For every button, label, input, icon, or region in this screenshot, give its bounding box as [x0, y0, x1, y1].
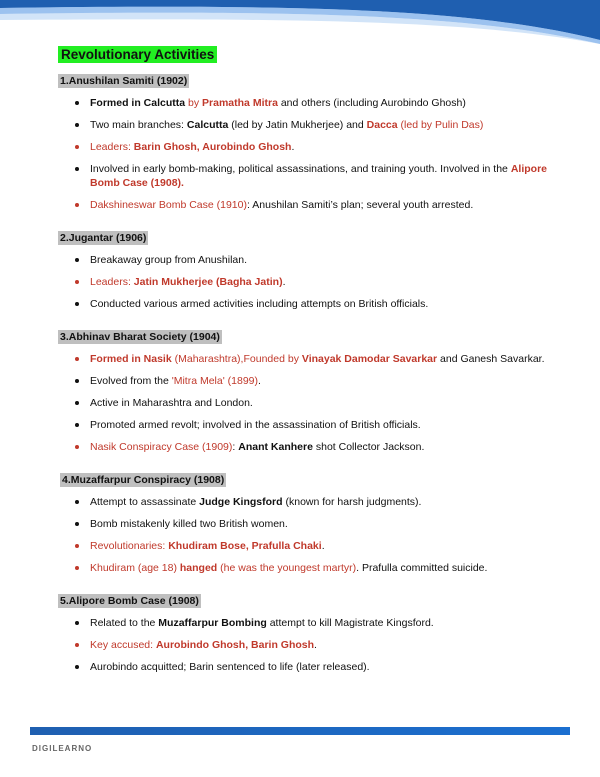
- section-2: [58, 228, 568, 311]
- text-run: and Ganesh Savarkar.: [437, 353, 545, 365]
- text-run: Breakaway group from Anushilan.: [90, 254, 248, 266]
- list-item: [58, 418, 568, 432]
- list-item: [58, 253, 568, 267]
- text-run: Two main branches:: [90, 119, 187, 131]
- text-run: Pramatha Mitra: [202, 97, 278, 109]
- section-heading: 1.Anushilan Samiti (1902): [60, 75, 188, 87]
- bullet-list: [58, 352, 568, 454]
- list-item: [58, 374, 568, 388]
- text-run: .: [258, 375, 261, 387]
- text-run: Jatin Mukherjee (Bagha Jatin): [133, 276, 283, 288]
- text-run: .: [314, 639, 317, 651]
- text-run: Khudiram (age 18): [90, 562, 180, 574]
- text-run: .: [321, 540, 325, 552]
- text-run: Barin Ghosh, Aurobindo Ghosh: [133, 141, 292, 153]
- list-item: [58, 495, 568, 509]
- list-item: [58, 275, 568, 289]
- list-item: [58, 297, 568, 311]
- text-run: :: [232, 441, 239, 453]
- list-item: [58, 352, 568, 366]
- text-run: Involved in early bomb-making, political assassinations, and training youth. Involved in the: [90, 163, 511, 175]
- text-run: attempt to kill Magistrate Kingsford.: [266, 617, 434, 629]
- header-wave-decoration: [0, 0, 600, 44]
- text-run: Dakshineswar Bomb Case (1910): [90, 199, 247, 211]
- text-run: Formed in Nasik: [90, 353, 172, 365]
- text-run: Key accused:: [90, 639, 156, 651]
- text-run: : Anushilan Samiti’s plan; several youth arrested.: [247, 199, 474, 211]
- text-run: (led by Jatin Mukherjee) and: [228, 119, 367, 131]
- footer-brand: DIGILEARNO: [32, 744, 93, 753]
- list-item: [58, 660, 568, 674]
- bullet-list: [58, 253, 568, 311]
- text-run: shot Collector Jackson.: [312, 441, 425, 453]
- section-4: [58, 470, 568, 575]
- text-run: Leaders:: [90, 141, 134, 153]
- page-title: Revolutionary Activities: [58, 46, 217, 63]
- list-item: [58, 162, 568, 190]
- list-item: [58, 96, 568, 110]
- section-heading: 3.Abhinav Bharat Society (1904): [60, 331, 220, 343]
- bullet-list: [58, 96, 568, 212]
- text-run: . Prafulla committed suicide.: [356, 562, 488, 574]
- list-item: [58, 140, 568, 154]
- text-run: Promoted armed revolt; involved in the assassination of British officials.: [90, 419, 421, 431]
- text-run: (known for harsh judgments).: [282, 496, 422, 508]
- list-item: [58, 638, 568, 652]
- section-5: [58, 591, 568, 674]
- text-run: Nasik Conspiracy Case (1909): [90, 441, 233, 453]
- text-run: Conducted various armed activities including attempts on British officials.: [90, 298, 429, 310]
- section-heading: 2.Jugantar (1906): [60, 232, 147, 244]
- document-body: [58, 46, 568, 690]
- bullet-list: [58, 495, 568, 575]
- text-run: by: [185, 97, 203, 109]
- text-run: (he was the youngest martyr): [217, 562, 357, 574]
- list-item: [58, 517, 568, 531]
- text-run: Judge Kingsford: [199, 496, 283, 508]
- list-item: [58, 118, 568, 132]
- section-1: [58, 71, 568, 212]
- text-run: Evolved from the: [90, 375, 172, 387]
- section-heading: 5.Alipore Bomb Case (1908): [60, 595, 199, 607]
- text-run: Aurobindo Ghosh, Barin Ghosh: [155, 639, 315, 651]
- list-item: [58, 616, 568, 630]
- text-run: Active in Maharashtra and London.: [90, 397, 253, 409]
- text-run: Attempt to assassinate: [90, 496, 200, 508]
- text-run: hanged: [179, 562, 218, 574]
- bullet-list: [58, 616, 568, 674]
- text-run: Formed in Calcutta: [90, 97, 186, 109]
- footer-bar: [30, 727, 570, 735]
- text-run: Revolutionaries:: [90, 540, 169, 552]
- text-run: .: [282, 276, 286, 288]
- text-run: Anant Kanhere: [238, 441, 313, 453]
- section-heading: 4.Muzaffarpur Conspiracy (1908): [62, 474, 225, 486]
- text-run: Calcutta: [186, 119, 229, 131]
- text-run: Vinayak Damodar Savarkar: [301, 353, 438, 365]
- text-run: Bomb mistakenly killed two British women.: [90, 518, 288, 530]
- text-run: Founded by: [243, 353, 302, 365]
- text-run: 'Mitra Mela' (1899): [171, 375, 258, 387]
- text-run: (led by Pulin Das): [397, 119, 484, 131]
- text-run: and others (including Aurobindo Ghosh): [277, 97, 466, 109]
- text-run: Related to the: [90, 617, 159, 629]
- list-item: [58, 198, 568, 212]
- text-run: (Maharashtra),: [171, 353, 244, 365]
- sections-container: [58, 71, 568, 674]
- text-run: Alipore Bomb Case (1908).: [90, 163, 547, 189]
- list-item: [58, 561, 568, 575]
- text-run: Aurobindo acquitted; Barin sentenced to life (later released).: [90, 661, 370, 673]
- section-3: [58, 327, 568, 454]
- list-item: [58, 396, 568, 410]
- list-item: [58, 440, 568, 454]
- text-run: .: [291, 141, 295, 153]
- text-run: Leaders:: [90, 276, 134, 288]
- text-run: Khudiram Bose, Prafulla Chaki: [168, 540, 322, 552]
- text-run: Muzaffarpur Bombing: [158, 617, 267, 629]
- list-item: [58, 539, 568, 553]
- text-run: Dacca: [366, 119, 398, 131]
